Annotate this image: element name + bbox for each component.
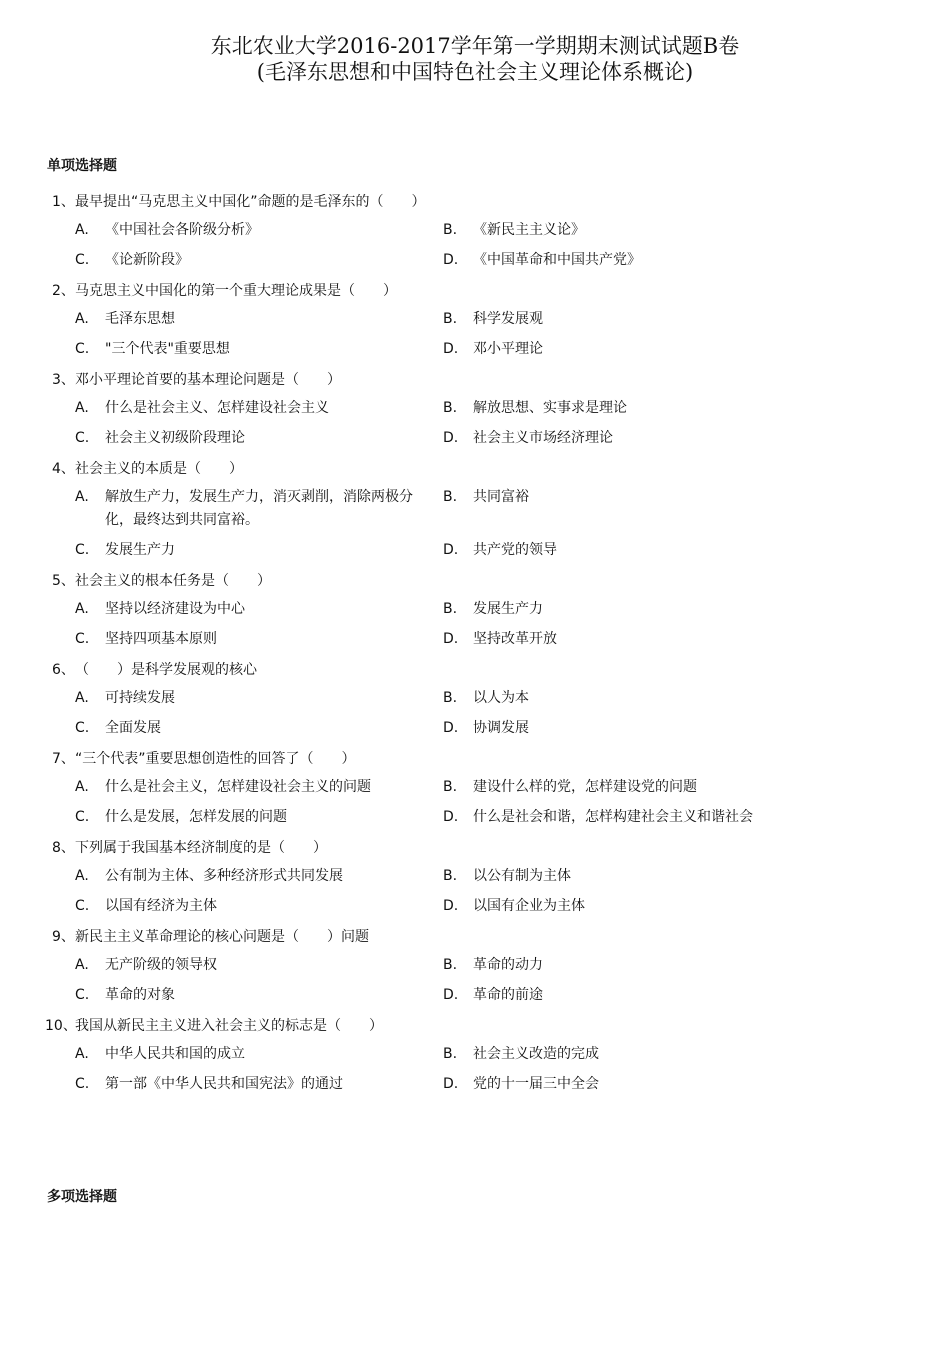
option-letter: B. [443,1046,458,1062]
option-row [0,622,950,652]
question-text: 邓小平理论首要的基本理论问题是（ ） [75,372,341,388]
option-row [0,391,950,421]
option-text: 什么是社会主义，怎样建设社会主义的问题 [105,779,371,795]
question-stem [0,570,950,592]
question-item [0,570,950,659]
option-text: 解放生产力，发展生产力，消灭剥削，消除两极分化，最终达到共同富裕。 [105,489,413,528]
option-letter: C. [75,430,90,446]
question-stem [0,748,950,770]
option-text: 以国有经济为主体 [105,898,217,914]
question-stem [0,280,950,302]
question-text: 马克思主义中国化的第一个重大理论成果是（ ） [75,283,397,299]
option-text: 社会主义市场经济理论 [473,430,613,446]
option-text: 坚持改革开放 [473,631,557,647]
question-text: 新民主主义革命理论的核心问题是（ ）问题 [75,929,369,945]
option-letter: B. [443,957,458,973]
option-text: 以公有制为主体 [473,868,571,884]
option-letter: D. [443,542,459,558]
question-item [0,659,950,748]
question-number: 1、 [52,194,75,210]
option-letter: B. [443,868,458,884]
question-text: （ ）是科学发展观的核心 [75,662,257,678]
option-letter: A. [75,601,89,617]
option-text: 革命的前途 [473,987,543,1003]
option-text: 协调发展 [473,720,529,736]
option-row [0,1037,950,1067]
option-text: 什么是社会和谐，怎样构建社会主义和谐社会 [473,809,753,825]
option-text: 坚持四项基本原则 [105,631,217,647]
question-number: 2、 [52,283,75,299]
option-row [0,800,950,830]
question-list [0,191,950,1104]
option-letter: C. [75,252,90,268]
question-stem [0,369,950,391]
option-text: 以国有企业为主体 [473,898,585,914]
option-letter: B. [443,311,458,327]
option-text: 无产阶级的领导权 [105,957,217,973]
option-text: 《论新阶段》 [105,252,189,268]
option-letter: D. [443,631,459,647]
option-text: 社会主义改造的完成 [473,1046,599,1062]
option-row [0,243,950,273]
option-row [0,1067,950,1097]
option-text: 中华人民共和国的成立 [105,1046,245,1062]
question-item [0,837,950,926]
option-text: 第一部《中华人民共和国宪法》的通过 [105,1076,343,1092]
option-text: 公有制为主体、多种经济形式共同发展 [105,868,343,884]
option-text: 社会主义初级阶段理论 [105,430,245,446]
option-letter: D. [443,987,459,1003]
option-letter: D. [443,341,459,357]
option-letter: A. [75,957,89,973]
option-text: 发展生产力 [105,542,175,558]
option-text: 建设什么样的党，怎样建设党的问题 [473,779,697,795]
option-letter: D. [443,720,459,736]
option-letter: A. [75,868,89,884]
exam-subtitle: (毛泽东思想和中国特色社会主义理论体系概论) [256,60,694,84]
option-row [0,332,950,362]
option-row [0,859,950,889]
option-row [0,213,950,243]
option-row [0,681,950,711]
option-text: 坚持以经济建设为中心 [105,601,245,617]
option-letter: C. [75,1076,90,1092]
option-text: 共产党的领导 [473,542,557,558]
option-letter: A. [75,690,89,706]
question-item [0,458,950,570]
option-letter: B. [443,489,458,505]
option-text: 邓小平理论 [473,341,543,357]
option-letter: C. [75,341,90,357]
option-letter: A. [75,222,89,238]
option-row [0,711,950,741]
question-item [0,926,950,1015]
option-text: 解放思想、实事求是理论 [473,400,627,416]
option-text: 《新民主主义论》 [473,222,585,238]
option-text: 《中国革命和中国共产党》 [473,252,641,268]
option-letter: D. [443,252,459,268]
option-letter: D. [443,809,459,825]
option-text: 可持续发展 [105,690,175,706]
option-text: 全面发展 [105,720,161,736]
question-text: 下列属于我国基本经济制度的是（ ） [75,840,327,856]
option-row [0,592,950,622]
question-stem [0,458,950,480]
question-stem [0,837,950,859]
option-text: 什么是社会主义、怎样建设社会主义 [105,400,329,416]
option-row [0,480,950,533]
question-number: 7、 [52,751,75,767]
option-row [0,770,950,800]
option-text: 革命的动力 [473,957,543,973]
option-letter: A. [75,311,89,327]
question-stem [0,659,950,681]
question-stem [0,191,950,213]
section-heading-single-choice: 单项选择题 [47,158,117,174]
option-letter: A. [75,489,89,505]
question-text: 我国从新民主主义进入社会主义的标志是（ ） [75,1018,383,1034]
question-item [0,748,950,837]
option-text: 共同富裕 [473,489,529,505]
question-item [0,280,950,369]
option-text: "三个代表"重要思想 [105,341,230,357]
option-row [0,302,950,332]
option-row [0,948,950,978]
option-row [0,533,950,563]
section-heading-multiple-choice: 多项选择题 [47,1189,117,1205]
option-letter: B. [443,601,458,617]
question-stem [0,1015,950,1037]
option-letter: D. [443,430,459,446]
question-number: 10、 [45,1018,77,1034]
question-number: 3、 [52,372,75,388]
option-letter: C. [75,987,90,1003]
question-item [0,369,950,458]
option-row [0,978,950,1008]
question-number: 4、 [52,461,75,477]
option-text: 以人为本 [473,690,529,706]
option-text: 发展生产力 [473,601,543,617]
option-text: 党的十一届三中全会 [473,1076,599,1092]
option-row [0,421,950,451]
option-letter: C. [75,809,90,825]
question-item [0,191,950,280]
option-letter: B. [443,400,458,416]
option-letter: C. [75,542,90,558]
option-letter: C. [75,720,90,736]
option-letter: C. [75,631,90,647]
option-letter: B. [443,690,458,706]
option-letter: A. [75,400,89,416]
option-letter: B. [443,779,458,795]
question-number: 6、 [52,662,75,678]
question-number: 9、 [52,929,75,945]
option-row [0,889,950,919]
question-number: 8、 [52,840,75,856]
option-letter: D. [443,1076,459,1092]
option-text: 什么是发展，怎样发展的问题 [105,809,287,825]
question-text: 社会主义的根本任务是（ ） [75,573,271,589]
exam-title: 东北农业大学2016-2017学年第一学期期末测试试题B卷 [210,34,740,58]
option-letter: B. [443,222,458,238]
question-item [0,1015,950,1104]
option-text: 科学发展观 [473,311,543,327]
question-number: 5、 [52,573,75,589]
option-letter: D. [443,898,459,914]
option-text: 毛泽东思想 [105,311,175,327]
option-letter: A. [75,779,89,795]
question-text: “三个代表”重要思想创造性的回答了（ ） [75,751,356,767]
question-stem [0,926,950,948]
question-text: 社会主义的本质是（ ） [75,461,243,477]
option-text: 《中国社会各阶级分析》 [105,222,259,238]
option-text: 革命的对象 [105,987,175,1003]
option-letter: A. [75,1046,89,1062]
option-letter: C. [75,898,90,914]
question-text: 最早提出“马克思主义中国化”命题的是毛泽东的（ ） [75,194,426,210]
